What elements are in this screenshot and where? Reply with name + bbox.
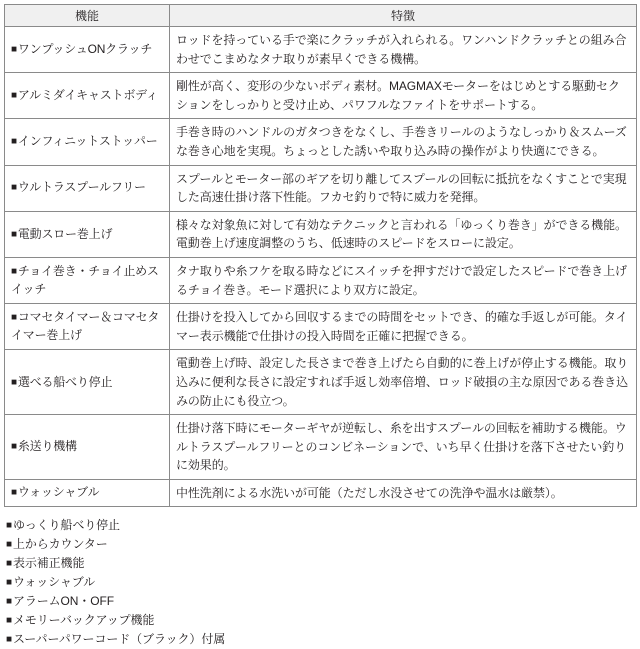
list-item-label: アラームON・OFF [12, 594, 114, 609]
bullet-icon: ■ [11, 487, 17, 499]
list-item-label: ゆっくり船べり停止 [12, 518, 120, 533]
bullet-icon: ■ [6, 558, 12, 570]
feature-cell [5, 304, 170, 350]
bullet-icon: ■ [11, 441, 17, 453]
table-row [5, 415, 637, 480]
feature-cell [5, 27, 170, 73]
list-item [6, 554, 636, 573]
bullet-icon: ■ [11, 182, 17, 194]
description-cell: 仕掛け落下時にモーターギヤが逆転し、糸を出すスプールの回転を補助する機能。ウルトラスプールフリーとのコンビネーションで、いち早く仕掛けを落下させたい釣りに効果的。 [170, 415, 637, 480]
bullet-icon: ■ [11, 90, 17, 102]
description-cell: 様々な対象魚に対して有効なテクニックと言われる「ゆっくり巻き」ができる機能。電動巻上げ速度調整のうち、低速時のスピードをスローに設定。 [170, 211, 637, 257]
bullet-icon: ■ [11, 43, 17, 55]
description-cell: ロッドを持っている手で楽にクラッチが入れられる。ワンハンドクラッチとの組み合わせでこまめなタナ取りが素早くできる機構。 [170, 27, 637, 73]
feature-cell [5, 257, 170, 303]
table-row [5, 211, 637, 257]
additional-features-list [4, 516, 636, 649]
column-header-description: 特徴 [170, 5, 637, 27]
feature-label: アルミダイキャストボディ [17, 88, 158, 103]
table-row [5, 304, 637, 350]
table-row [5, 165, 637, 211]
description-cell: 仕掛けを投入してから回収するまでの時間をセットでき、的確な手返しが可能。タイマー表示機能で仕掛けの投入時間を正確に把握できる。 [170, 304, 637, 350]
feature-cell [5, 479, 170, 507]
feature-cell [5, 119, 170, 165]
feature-label: インフィニットストッパー [17, 134, 158, 149]
list-item [6, 630, 636, 649]
list-item-label: ウォッシャブル [12, 575, 96, 590]
bullet-icon: ■ [6, 577, 12, 589]
list-item [6, 592, 636, 611]
list-item-label: 上からカウンター [12, 537, 108, 552]
table-header [5, 5, 637, 27]
table-row [5, 350, 637, 415]
list-item-label: 表示補正機能 [12, 556, 85, 571]
feature-label: 電動スロー巻上げ [17, 226, 113, 241]
list-item-label: スーパーパワーコード（ブラック）付属 [12, 632, 226, 647]
table-row [5, 119, 637, 165]
bullet-icon: ■ [6, 596, 12, 608]
feature-cell [5, 73, 170, 119]
table-body [5, 27, 637, 507]
description-cell: 電動巻上げ時、設定した長さまで巻き上げたら自動的に巻上げが停止する機能。取り込みに便利な長さに設定すれば手返し効率倍増、ロッド破損の主な原因である巻き込みの防止にも役立つ。 [170, 350, 637, 415]
description-cell: 手巻き時のハンドルのガタつきをなくし、手巻きリールのようなしっかり＆スムーズな巻き心地を実現。ちょっとした誘いや取り込み時の操作がより快適にできる。 [170, 119, 637, 165]
feature-cell [5, 211, 170, 257]
feature-cell [5, 350, 170, 415]
feature-label: コマセタイマー＆コマセタイマー巻上げ [11, 310, 160, 342]
description-cell: スプールとモーター部のギアを切り離してスプールの回転に抵抗をなくすことで実現した高速仕掛け落下性能。フカセ釣りで特に威力を発揮。 [170, 165, 637, 211]
table-row [5, 73, 637, 119]
feature-cell [5, 165, 170, 211]
bullet-icon: ■ [6, 520, 12, 532]
bullet-icon: ■ [11, 376, 17, 388]
table-row [5, 257, 637, 303]
table-header-row [5, 5, 637, 27]
feature-label: 選べる船べり停止 [17, 374, 113, 389]
description-cell: タナ取りや糸フケを取る時などにスイッチを押すだけで設定したスピードで巻き上げるチョイ巻き。モード選択により双方に設定。 [170, 257, 637, 303]
list-item [6, 611, 636, 630]
bullet-icon: ■ [6, 539, 12, 551]
list-item-label: メモリーバックアップ機能 [12, 613, 155, 628]
feature-cell [5, 415, 170, 480]
feature-spec-table [4, 4, 637, 507]
description-cell: 中性洗剤による水洗いが可能（ただし水没させての洗浄や温水は厳禁）。 [170, 479, 637, 507]
bullet-icon: ■ [6, 634, 12, 646]
feature-label: ウルトラスプールフリー [17, 180, 146, 195]
feature-label: チョイ巻き・チョイ止めスイッチ [11, 264, 159, 296]
table-row [5, 27, 637, 73]
bullet-icon: ■ [11, 266, 17, 278]
column-header-feature: 機能 [5, 5, 170, 27]
table-row [5, 479, 637, 507]
list-item [6, 516, 636, 535]
feature-label: 糸送り機構 [17, 439, 77, 454]
bullet-icon: ■ [11, 228, 17, 240]
bullet-icon: ■ [11, 136, 17, 148]
feature-label: ウォッシャブル [17, 485, 100, 500]
list-item [6, 573, 636, 592]
feature-label: ワンプッシュONクラッチ [17, 41, 153, 56]
bullet-icon: ■ [6, 615, 12, 627]
description-cell: 剛性が高く、変形の少ないボディ素材。MAGMAXモーターをはじめとする駆動セクションをしっかりと受け止め、パワフルなファイトをサポートする。 [170, 73, 637, 119]
bullet-icon: ■ [11, 312, 17, 324]
